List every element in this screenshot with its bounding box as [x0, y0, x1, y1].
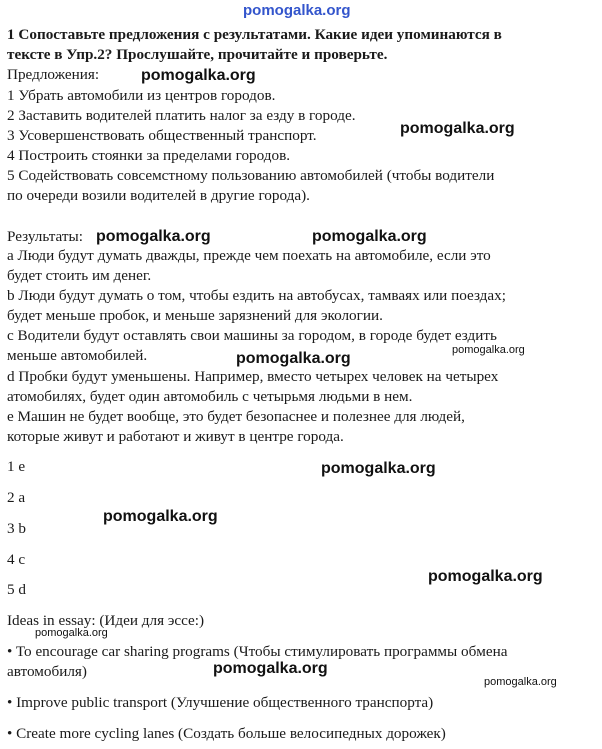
answer-item: 2 a — [7, 489, 26, 506]
watermark: pomogalka.org — [103, 508, 218, 525]
watermark: pomogalka.org — [141, 67, 256, 84]
watermark: pomogalka.org — [236, 350, 351, 367]
proposal-item: 4 Построить стоянки за пределами городов. — [7, 147, 291, 164]
proposals-label: Предложения: — [7, 66, 100, 83]
watermark: pomogalka.org — [213, 660, 328, 677]
results-label: Результаты: — [7, 228, 83, 245]
result-line: которые живут и работают и живут в центре города. — [7, 428, 344, 445]
idea-item: • Create more cycling lanes (Создать больше велосипедных дорожек) — [7, 725, 446, 742]
proposal-item: 1 Убрать автомобили из центров городов. — [7, 87, 276, 104]
watermark: pomogalka.org — [400, 120, 515, 137]
result-line: атомобилях, будет один автомобиль с четырьмя людьми в нем. — [7, 388, 413, 405]
ideas-label: Ideas in essay: (Идеи для эссе:) — [7, 612, 205, 629]
site-watermark-top: pomogalka.org — [243, 2, 351, 19]
idea-item: • Improve public transport (Улучшение общественного транспорта) — [7, 694, 434, 711]
answer-item: 1 e — [7, 458, 26, 475]
answer-item: 3 b — [7, 520, 26, 537]
watermark: pomogalka.org — [484, 676, 557, 688]
proposal-item-continued: по очереди возили водителей в другие города). — [7, 187, 310, 204]
idea-item: • To encourage car sharing programs (Чтобы стимулировать программы обмена — [7, 643, 508, 660]
proposal-item: 3 Усовершенствовать общественный транспорт. — [7, 127, 317, 144]
task-heading-line-1: 1 Сопоставьте предложения с результатами. Какие идеи упоминаются в — [7, 26, 502, 43]
result-line: будет стоить им денег. — [7, 267, 152, 284]
result-line: а Люди будут думать дважды, прежде чем поехать на автомобиле, если это — [7, 247, 491, 264]
watermark: pomogalka.org — [312, 228, 427, 245]
answer-item: 4 c — [7, 551, 26, 568]
result-line: будет меньше пробок, и меньше зарязнений для экологии. — [7, 307, 383, 324]
answer-item: 5 d — [7, 581, 26, 598]
watermark: pomogalka.org — [96, 228, 211, 245]
watermark: pomogalka.org — [452, 344, 525, 356]
watermark: pomogalka.org — [428, 568, 543, 585]
result-line: с Водители будут оставлять свои машины за городом, в городе будет ездить — [7, 327, 497, 344]
result-line: е Машин не будет вообще, это будет безопаснее и полезнее для людей, — [7, 408, 465, 425]
proposal-item: 2 Заставить водителей платить налог за езду в городе. — [7, 107, 356, 124]
idea-item-continued: автомобиля) — [7, 663, 87, 680]
watermark: pomogalka.org — [35, 627, 108, 639]
result-line: b Люди будут думать о том, чтобы ездить на автобусах, тамваях или поездах; — [7, 287, 506, 304]
proposal-item: 5 Содействовать совсемстному пользованию автомобилей (чтобы водители — [7, 167, 495, 184]
task-heading-line-2: тексте в Упр.2? Прослушайте, прочитайте и проверьте. — [7, 46, 388, 63]
result-line: меньше автомобилей. — [7, 347, 148, 364]
result-line: d Пробки будут уменьшены. Например, вместо четырех человек на четырех — [7, 368, 499, 385]
watermark: pomogalka.org — [321, 460, 436, 477]
